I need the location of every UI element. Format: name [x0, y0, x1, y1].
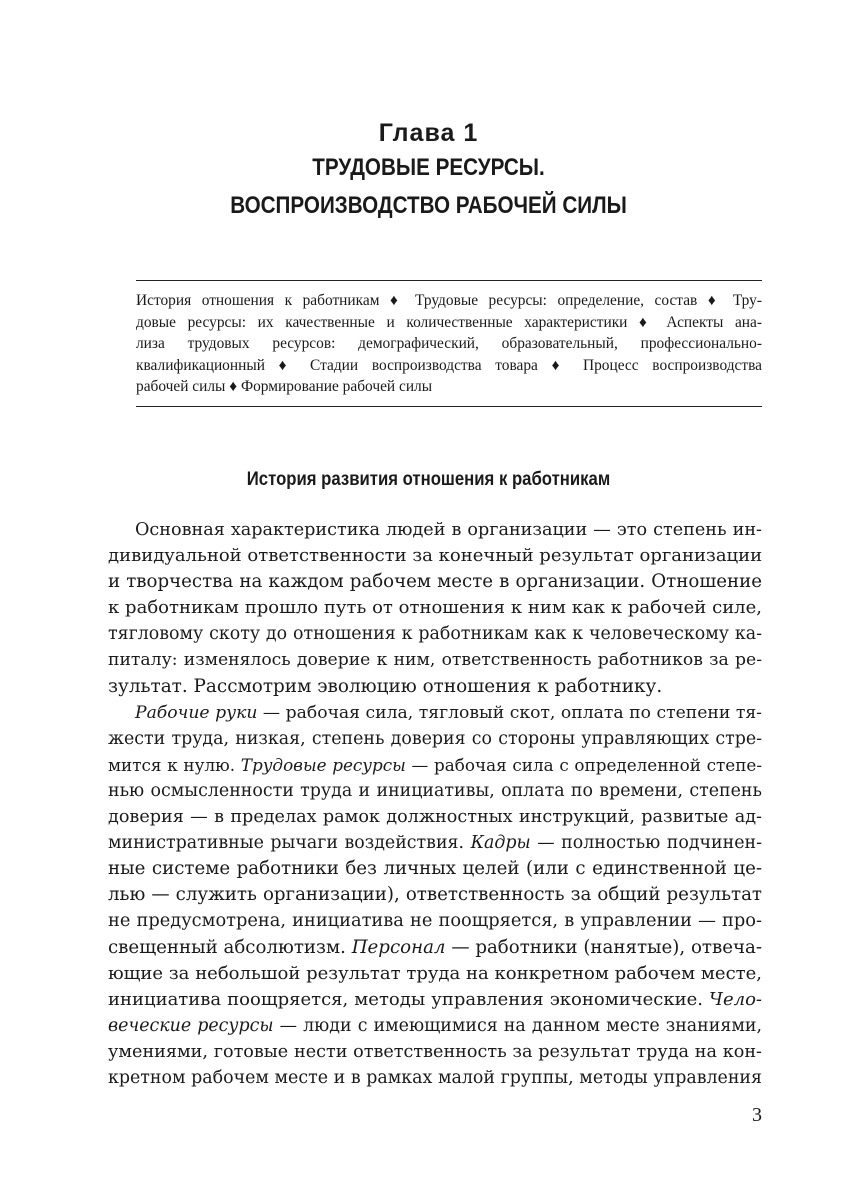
body-line: [108, 935, 762, 961]
abstract-line: рабочей силы ♦ Формирование рабочей силы: [136, 378, 433, 396]
abstract-line: квалификационный ♦ Стадии воспроизводства товара ♦ Процесс воспроизводства: [136, 356, 762, 374]
body-line: [108, 830, 762, 856]
body-line: жести труда, низкая, степень доверия со стороны управляющих стре-: [108, 728, 762, 749]
abstract-line: История отношения к работникам ♦ Трудовые ресурсы: определение, состав ♦ Тру-: [136, 292, 762, 309]
body-text-run: — люди с имеющимися на данном месте знаниями,: [273, 1015, 762, 1036]
chapter-abstract: [136, 290, 762, 398]
section-heading: История развития отношения к работникам: [246, 469, 611, 490]
body-text-run: свещенный абсолютизм.: [108, 936, 352, 958]
body-line: зультат. Рассмотрим эволюцию отношения к работнику.: [108, 675, 663, 697]
term-italic: Трудовые ресурсы: [240, 754, 406, 775]
term-italic: веческие ресурсы: [108, 1015, 274, 1036]
body-text-run: министративные рычаги воздействия.: [108, 833, 471, 854]
body-line: тягловому скоту до отношения к работникам как к человеческому ка-: [108, 624, 762, 645]
body-text-run: инициатива поощряется, методы управления экономические.: [108, 988, 710, 1010]
body-line: не предусмотрена, инициатива не поощряется, в управлении — про-: [108, 910, 762, 932]
chapter-title-line: ТРУДОВЫЕ РЕСУРСЫ.: [312, 154, 545, 181]
abstract-line: лиза трудовых ресурсов: демографический, образовательный, профессионально-: [136, 335, 762, 353]
body-line: дивидуальной ответственности за конечный результат организации: [108, 545, 763, 567]
body-line: доверия — в пределах рамок должностных инструкций, развитые ад-: [108, 807, 762, 828]
body-line: нью осмысленности труда и инициативы, оплата по времени, степень: [108, 780, 762, 801]
chapter-label: Глава 1: [378, 119, 479, 147]
chapter-title: [60, 149, 797, 225]
body-line: кретном рабочем месте и в рамках малой группы, методы управления: [108, 1067, 762, 1088]
abstract-top-rule: [136, 280, 762, 281]
body-line: Основная характеристика людей в организации — это степень ин-: [135, 520, 762, 540]
chapter-title-line: ВОСПРОИЗВОДСТВО РАБОЧЕЙ СИЛЫ: [230, 192, 627, 219]
body-line: ные системе работники без личных целей (или с единственной це-: [108, 858, 762, 880]
body-line: ющие за небольшой результат труда на конкретном рабочем месте,: [108, 962, 762, 984]
term-italic: Персонал: [351, 936, 446, 958]
body-text: [108, 517, 762, 1091]
body-text-run: — рабочая сила с определенной степе-: [405, 754, 762, 775]
term-italic: Рабочие руки: [135, 702, 258, 723]
body-line: к работникам прошло путь от отношения к ним как к рабочей силе,: [108, 597, 762, 619]
body-line: [108, 987, 762, 1013]
abstract-bottom-rule: [136, 406, 762, 407]
body-text-run: — работники (нанятые), отвеча-: [445, 936, 762, 958]
body-line: лью — служить организации), ответственность за общий результат: [108, 884, 762, 906]
abstract-line: довые ресурсы: их качественные и количественные характеристики ♦ Аспекты ана-: [136, 313, 762, 331]
body-text-run: — рабочая сила, тягловый скот, оплата по степени тя-: [257, 702, 762, 723]
term-italic: Кадры: [470, 833, 531, 854]
term-italic: Чело-: [709, 988, 762, 1010]
body-line: умениями, готовые нести ответственность за результат труда на кон-: [108, 1041, 762, 1062]
body-line: [108, 752, 762, 778]
body-line: и творчества на каждом рабочем месте в организации. Отношение: [108, 571, 762, 593]
body-line: [108, 1013, 762, 1039]
page-number: 3: [752, 1104, 762, 1126]
body-text-run: мится к нулю.: [108, 754, 241, 775]
body-line: [108, 700, 762, 726]
body-line: питалу: изменялось доверие к ним, ответственность работников за ре-: [108, 650, 762, 671]
body-text-run: — полностью подчинен-: [530, 833, 762, 854]
